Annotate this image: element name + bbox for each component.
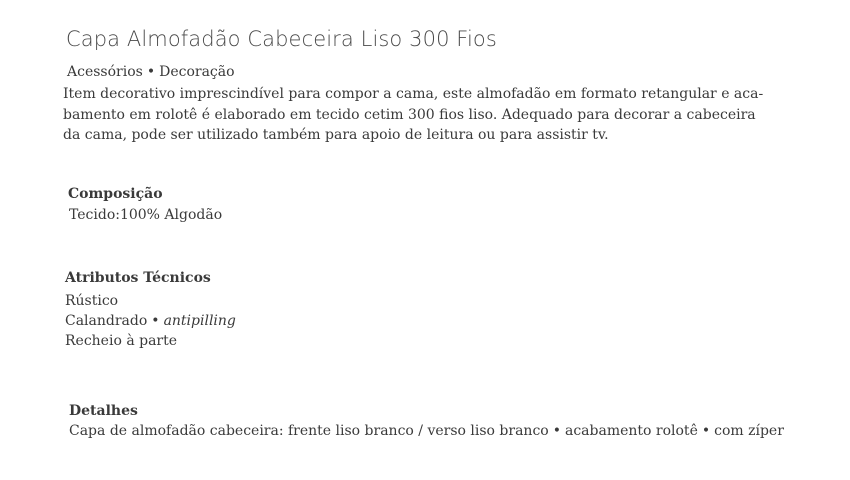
bullet-separator: • [552,423,561,439]
composition-value: Tecido:100% Algodão [69,207,223,223]
bullet-separator: • [151,313,160,329]
attribute-calendered [65,313,236,329]
attribute-antipilling: antipilling [163,313,236,329]
bullet-separator: • [146,64,156,80]
details-part-finish: acabamento rolotê [564,423,698,439]
description-line: Item decorativo imprescindível para compor a cama, este almofadão em formato retangular e aca- [63,86,764,102]
product-description [63,84,764,146]
category-decoration: Decoração [159,64,235,80]
details-heading: Detalhes [69,403,138,419]
details-value [69,423,784,439]
category-breadcrumb [67,64,235,80]
technical-attributes-heading: Atributos Técnicos [65,270,211,286]
attribute-filling: Recheio à parte [65,333,178,349]
category-accessories: Acessórios [67,64,143,80]
bullet-separator: • [701,423,711,439]
attribute-rustic: Rústico [65,293,119,309]
description-line: bamento em rolotê é elaborado em tecido cetim 300 fios liso. Adequado para decorar a cabeceira [63,106,756,123]
details-part-front-back: Capa de almofadão cabeceira: frente liso branco / verso liso branco [69,423,549,439]
details-part-zipper: com zíper [714,423,784,439]
product-title: Capa Almofadão Cabeceira Liso 300 Fios [66,27,497,51]
description-line: da cama, pode ser utilizado também para apoio de leitura ou para assistir tv. [63,127,609,143]
attribute-calendered-label: Calandrado [65,313,148,329]
composition-heading: Composição [68,186,163,202]
